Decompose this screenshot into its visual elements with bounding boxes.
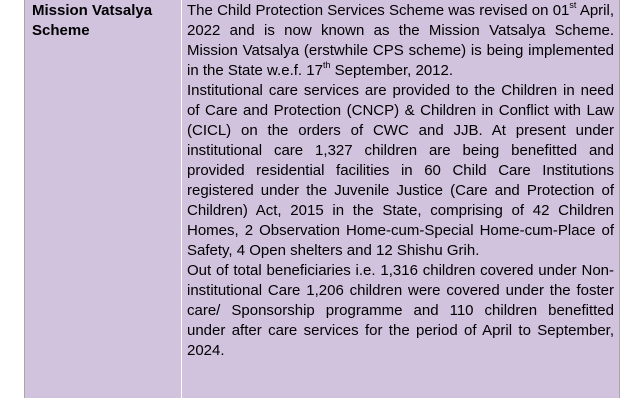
- scheme-description-cell: [182, 0, 619, 403]
- scheme-table-row: [24, 0, 620, 403]
- paragraph-revision-text-c: September, 2012.: [330, 62, 454, 79]
- ordinal-suffix-st: st: [569, 0, 577, 10]
- scheme-name-line2: Scheme: [32, 22, 90, 39]
- paragraph-non-institutional-care: Out of total beneficiaries i.e. 1,316 children covered under Non-institutional Care 1,206 children were covered under the foster care/ Sponsorship programme and 110 children benefitted under after care services for the period of April to September, 2024.: [187, 262, 614, 359]
- paragraph-revision-text-a: The Child Protection Services Scheme was revised on 01: [187, 2, 570, 19]
- table-bottom-gap: [24, 398, 620, 403]
- scheme-name-cell: [25, 0, 182, 403]
- paragraph-revision-text-b: April, 2022 and is now known as the Mission Vatsalya Scheme. Mission Vatsalya (erstwhile CPS scheme) is being implemented in the State w.e.f. 17: [187, 2, 614, 79]
- scheme-name-line1: Mission Vatsalya: [32, 2, 153, 19]
- paragraph-revision: [187, 1, 614, 81]
- paragraph-institutional-care: Institutional care services are provided to the Children in need of Care and Protection (CNCP) & Children in Conflict with Law (CICL) on the orders of CWC and JJB. At present under institutional care 1,327 children are being benefitted and provided residential facilities in 60 Child Care Institutions registered under the Juvenile Justice (Care and Protection of Children) Act, 2015 in the State, comprising of 42 Children Homes, 2 Observation Home-cum-Special Home-cum-Place of Safety, 4 Open shelters and 12 Shishu Grih.: [187, 82, 614, 259]
- ordinal-suffix-th: th: [322, 60, 331, 70]
